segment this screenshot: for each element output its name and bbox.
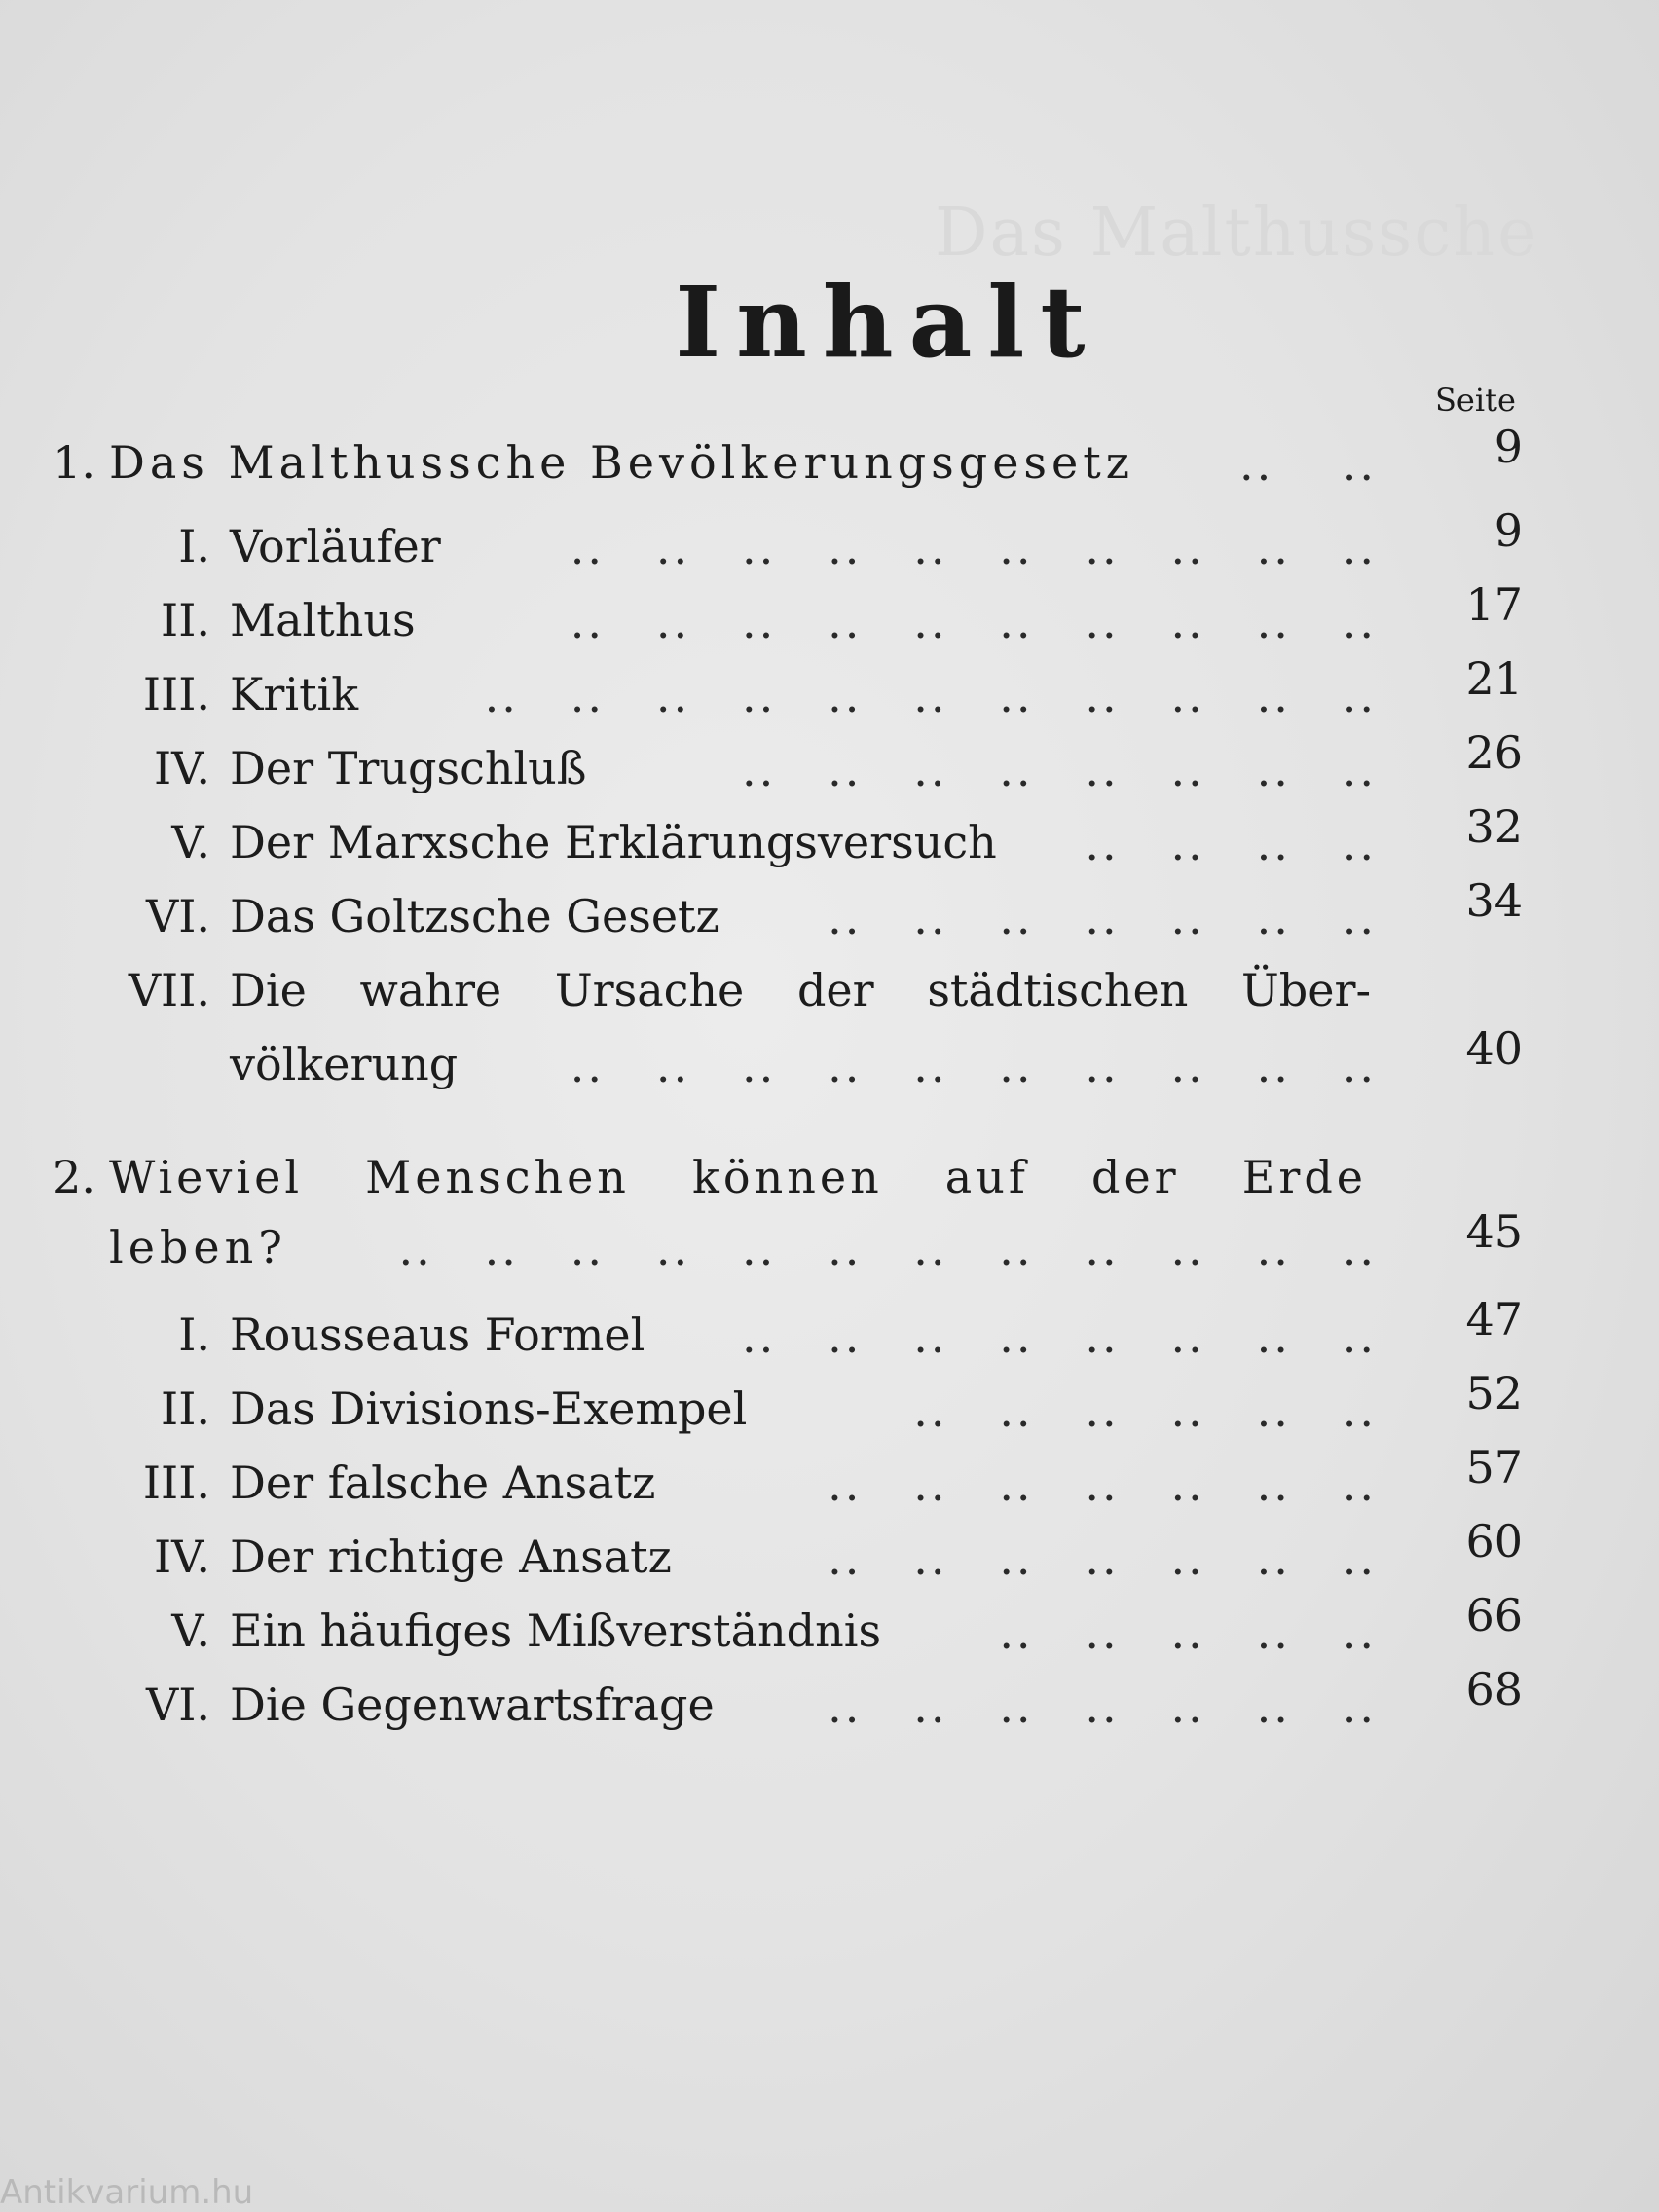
leader-dots: .. .. .. .. [1085, 818, 1377, 870]
section-number: VI. [145, 1678, 210, 1731]
section-number: V. [171, 1604, 210, 1657]
section-number: II. [161, 1382, 210, 1435]
section-number: VI. [145, 890, 210, 942]
section-title: Der Trugschluß [230, 742, 587, 794]
page-number: 47 [1465, 1293, 1523, 1346]
toc-chapter-1 [0, 421, 1659, 495]
section-number: VII. [128, 964, 210, 1016]
section-number: IV. [154, 742, 210, 794]
leader-dots: .. .. .. .. .. .. .. [828, 1458, 1377, 1511]
section-title-line-2: völkerung [230, 1038, 459, 1090]
page-title: Inhalt [675, 265, 1101, 380]
section-number: IV. [154, 1530, 210, 1583]
section-title-line-1: Die wahre Ursache der städtischen Über- [230, 964, 1371, 1016]
toc-section-2-4 [0, 1515, 1659, 1589]
leader-dots: .. .. .. .. .. .. .. [828, 1680, 1377, 1733]
page-number: 60 [1465, 1515, 1523, 1567]
section-title: Das Divisions-Exempel [230, 1382, 748, 1435]
chapter-number: 2. [53, 1151, 95, 1203]
page-number: 45 [1465, 1205, 1523, 1258]
leader-dots: .. .. .. .. .. .. .. [828, 1532, 1377, 1585]
section-title: Das Goltzsche Gesetz [230, 890, 719, 942]
section-title: Kritik [230, 668, 359, 720]
toc-section-1-6 [0, 874, 1659, 948]
toc-section-2-5 [0, 1589, 1659, 1663]
leader-dots: .. .. .. .. .. .. .. .. .. .. [570, 522, 1377, 574]
page-number: 21 [1465, 652, 1523, 705]
leader-dots: .. .. .. .. .. .. .. .. .. .. .. [484, 670, 1377, 722]
leader-dots: .. .. .. .. .. [999, 1606, 1377, 1659]
page-number: 32 [1465, 800, 1523, 853]
toc-section-1-3 [0, 652, 1659, 726]
chapter-title-line-2: leben? [109, 1221, 287, 1273]
toc-section-2-3 [0, 1441, 1659, 1515]
page-number: 34 [1465, 874, 1523, 927]
toc-section-2-6 [0, 1663, 1659, 1737]
page-number: 52 [1465, 1367, 1523, 1419]
leader-dots: .. .. .. .. .. .. .. .. .. .. .. .. [398, 1223, 1377, 1275]
page-number: 68 [1465, 1663, 1523, 1715]
page-number: 66 [1465, 1589, 1523, 1641]
section-title: Ein häufiges Mißverständnis [230, 1604, 882, 1657]
section-number: I. [178, 1309, 210, 1361]
chapter-number: 1. [53, 436, 95, 489]
page-number: 26 [1465, 726, 1523, 779]
leader-dots: .. .. .. .. .. .. .. .. [741, 744, 1377, 796]
page-number: 17 [1465, 578, 1523, 631]
leader-dots: .. .. .. .. .. .. .. .. .. .. [570, 596, 1377, 648]
leader-dots: .. .. [1239, 438, 1377, 491]
section-title: Die Gegenwartsfrage [230, 1678, 715, 1731]
section-number: III. [142, 1456, 210, 1509]
section-title: Der richtige Ansatz [230, 1530, 672, 1583]
section-title: Malthus [230, 594, 416, 646]
section-number: V. [171, 816, 210, 868]
section-title: Der Marxsche Erklärungsversuch [230, 816, 997, 868]
toc-chapter-2-continued [0, 1205, 1659, 1279]
toc-section-1-2 [0, 578, 1659, 652]
toc-section-1-7-continued [0, 1022, 1659, 1096]
toc-chapter-2 [0, 1151, 1659, 1209]
page-number: 40 [1465, 1022, 1523, 1075]
toc-section-2-1 [0, 1293, 1659, 1367]
chapter-title: Das Malthussche Bevölkerungsgesetz [109, 436, 1134, 489]
leader-dots: .. .. .. .. .. .. .. .. .. .. [570, 1040, 1377, 1092]
section-number: III. [142, 668, 210, 720]
toc-section-2-2 [0, 1367, 1659, 1441]
section-number: I. [178, 520, 210, 572]
leader-dots: .. .. .. .. .. .. [913, 1384, 1377, 1437]
page-number: 57 [1465, 1441, 1523, 1493]
section-title: Der falsche Ansatz [230, 1456, 656, 1509]
page-column-header: Seite [1435, 382, 1516, 419]
toc-section-1-7 [0, 964, 1659, 1022]
chapter-title-line-1: Wieviel Menschen können auf der Erde [109, 1151, 1367, 1203]
toc-section-1-5 [0, 800, 1659, 874]
page-number: 9 [1493, 504, 1523, 557]
page-number: 9 [1493, 421, 1523, 473]
toc-section-1-1 [0, 504, 1659, 578]
leader-dots: .. .. .. .. .. .. .. .. [741, 1310, 1377, 1363]
watermark: Antikvarium.hu [0, 2173, 254, 2212]
section-number: II. [161, 594, 210, 646]
show-through-text: Das Malthussche [935, 195, 1539, 272]
toc-section-1-4 [0, 726, 1659, 800]
leader-dots: .. .. .. .. .. .. .. [828, 892, 1377, 944]
section-title: Rousseaus Formel [230, 1309, 645, 1361]
section-title: Vorläufer [230, 520, 441, 572]
